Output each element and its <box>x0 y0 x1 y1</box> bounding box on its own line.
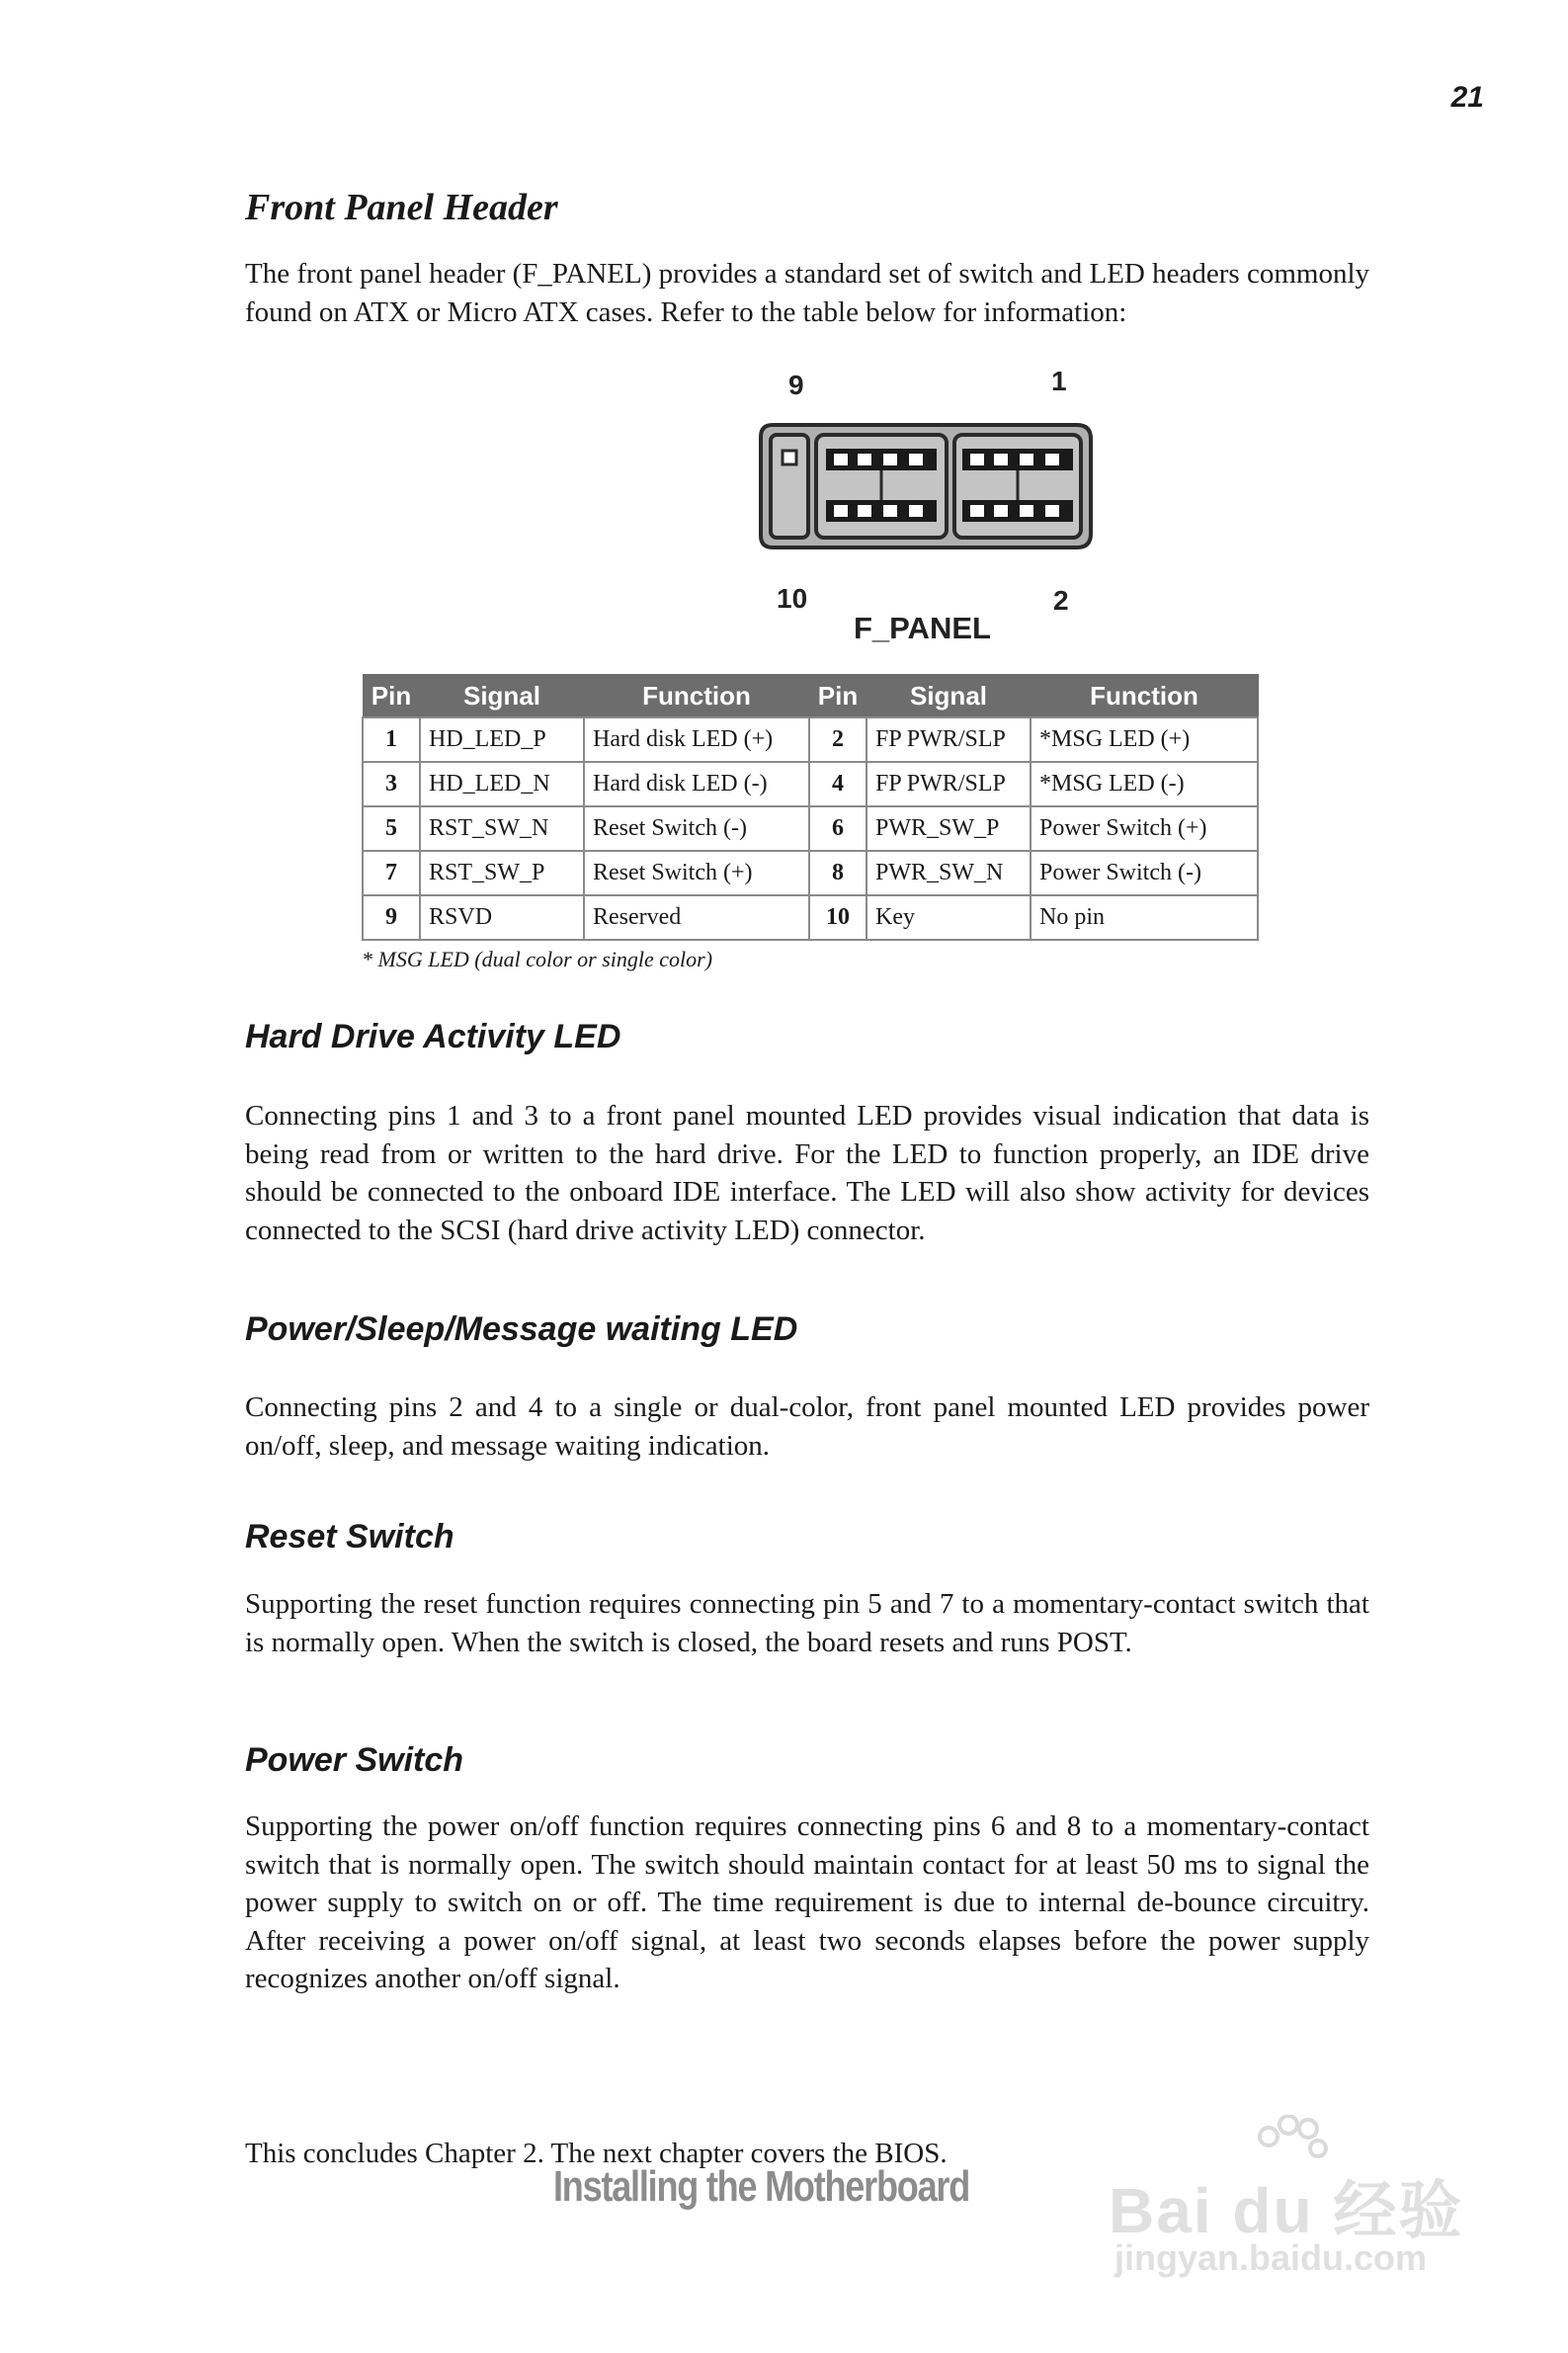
pin-table <box>362 674 1259 941</box>
watermark-brand: Bai du 经验 <box>1109 2175 1464 2246</box>
header-pin: Pin <box>809 675 867 718</box>
table-cell: PWR_SW_P <box>867 806 1031 851</box>
table-cell: 3 <box>363 762 420 806</box>
paragraph-power-sleep-led: Connecting pins 2 and 4 to a single or dual-color, front panel mounted LED provides power on/off, sleep, and message waiting indication. <box>245 1391 1369 1462</box>
chapter-footer: Installing the Motherboard <box>553 2162 970 2211</box>
table-cell: Hard disk LED (+) <box>584 717 809 762</box>
heading-reset-switch: Reset Switch <box>245 1518 454 1555</box>
section-title: Front Panel Header <box>245 187 558 228</box>
pin-label-10: 10 <box>777 583 808 614</box>
table-header-row <box>363 675 1258 718</box>
table-cell: Power Switch (-) <box>1031 851 1258 895</box>
paragraph-reset-switch: Supporting the reset function requires connecting pin 5 and 7 to a momentary-contact switch that is normally open. When the switch is closed, the board resets and runs POST. <box>245 1588 1369 1658</box>
connector-graphic <box>759 415 1114 613</box>
table-cell: No pin <box>1031 895 1258 940</box>
table-cell: *MSG LED (-) <box>1031 762 1258 806</box>
table-cell: RST_SW_P <box>420 851 584 895</box>
table-cell: 6 <box>809 806 867 851</box>
table-cell: 5 <box>363 806 420 851</box>
table-cell: Power Switch (+) <box>1031 806 1258 851</box>
table-row <box>363 806 1258 851</box>
table-cell: RSVD <box>420 895 584 940</box>
table-footnote: * MSG LED (dual color or single color) <box>362 947 713 971</box>
table-cell: PWR_SW_N <box>867 851 1031 895</box>
watermark-url: jingyan.baidu.com <box>1114 2237 1428 2278</box>
table-cell: RST_SW_N <box>420 806 584 851</box>
header-signal: Signal <box>867 675 1031 718</box>
intro-paragraph: The front panel header (F_PANEL) provides a standard set of switch and LED headers commonly found on ATX or Micro ATX cases. Refer to the table below for information: <box>245 258 1369 328</box>
table-cell: 4 <box>809 762 867 806</box>
key-pin-square <box>783 451 796 464</box>
diagram-caption: F_PANEL <box>854 611 991 645</box>
table-row <box>363 895 1258 940</box>
paragraph-hard-drive-led: Connecting pins 1 and 3 to a front panel mounted LED provides visual indication that data is being read from or written to the hard drive. For the LED to function properly, an IDE drive should be connected to the onboard IDE interface. The LED will also show activity for devices connected to the SCSI (hard drive activity LED) connector. <box>245 1100 1369 1246</box>
table-cell: 8 <box>809 851 867 895</box>
pin-label-2: 2 <box>1053 585 1069 616</box>
table-cell: *MSG LED (+) <box>1031 717 1258 762</box>
header-function: Function <box>584 675 809 718</box>
table-cell: Key <box>867 895 1031 940</box>
table-cell: FP PWR/SLP <box>867 762 1031 806</box>
heading-hard-drive-led: Hard Drive Activity LED <box>245 1018 621 1055</box>
table-cell: 1 <box>363 717 420 762</box>
baidu-watermark <box>1109 2115 1484 2293</box>
header-signal: Signal <box>420 675 584 718</box>
table-cell: Reserved <box>584 895 809 940</box>
table-cell: FP PWR/SLP <box>867 717 1031 762</box>
pin-label-9: 9 <box>788 370 804 400</box>
heading-power-switch: Power Switch <box>245 1741 464 1779</box>
table-cell: HD_LED_P <box>420 717 584 762</box>
table-cell: HD_LED_N <box>420 762 584 806</box>
paragraph-power-switch: Supporting the power on/off function requires connecting pins 6 and 8 to a momentary-contact switch that is normally open. The switch should maintain contact for at least 50 ms to signal the power supply to switch on or off. The time requirement is due to internal de-bounce circuitry. After receiving a power on/off signal, at least two seconds elapses before the power supply recognizes another on/off signal. <box>245 1810 1369 1994</box>
heading-power-sleep-led: Power/Sleep/Message waiting LED <box>245 1310 798 1348</box>
table-cell: Reset Switch (-) <box>584 806 809 851</box>
table-cell: Reset Switch (+) <box>584 851 809 895</box>
table-row <box>363 851 1258 895</box>
table-row <box>363 717 1258 762</box>
table-cell: Hard disk LED (-) <box>584 762 809 806</box>
table-cell: 9 <box>363 895 420 940</box>
table-cell: 10 <box>809 895 867 940</box>
conclusion-line: This concludes Chapter 2. The next chapter covers the BIOS. <box>245 2138 948 2169</box>
pin-label-1: 1 <box>1051 366 1067 396</box>
table-cell: 2 <box>809 717 867 762</box>
table-cell: 7 <box>363 851 420 895</box>
table-row <box>363 762 1258 806</box>
header-function: Function <box>1031 675 1258 718</box>
header-pin: Pin <box>363 675 420 718</box>
page-number: 21 <box>1450 81 1484 114</box>
f-panel-diagram <box>759 368 1114 654</box>
